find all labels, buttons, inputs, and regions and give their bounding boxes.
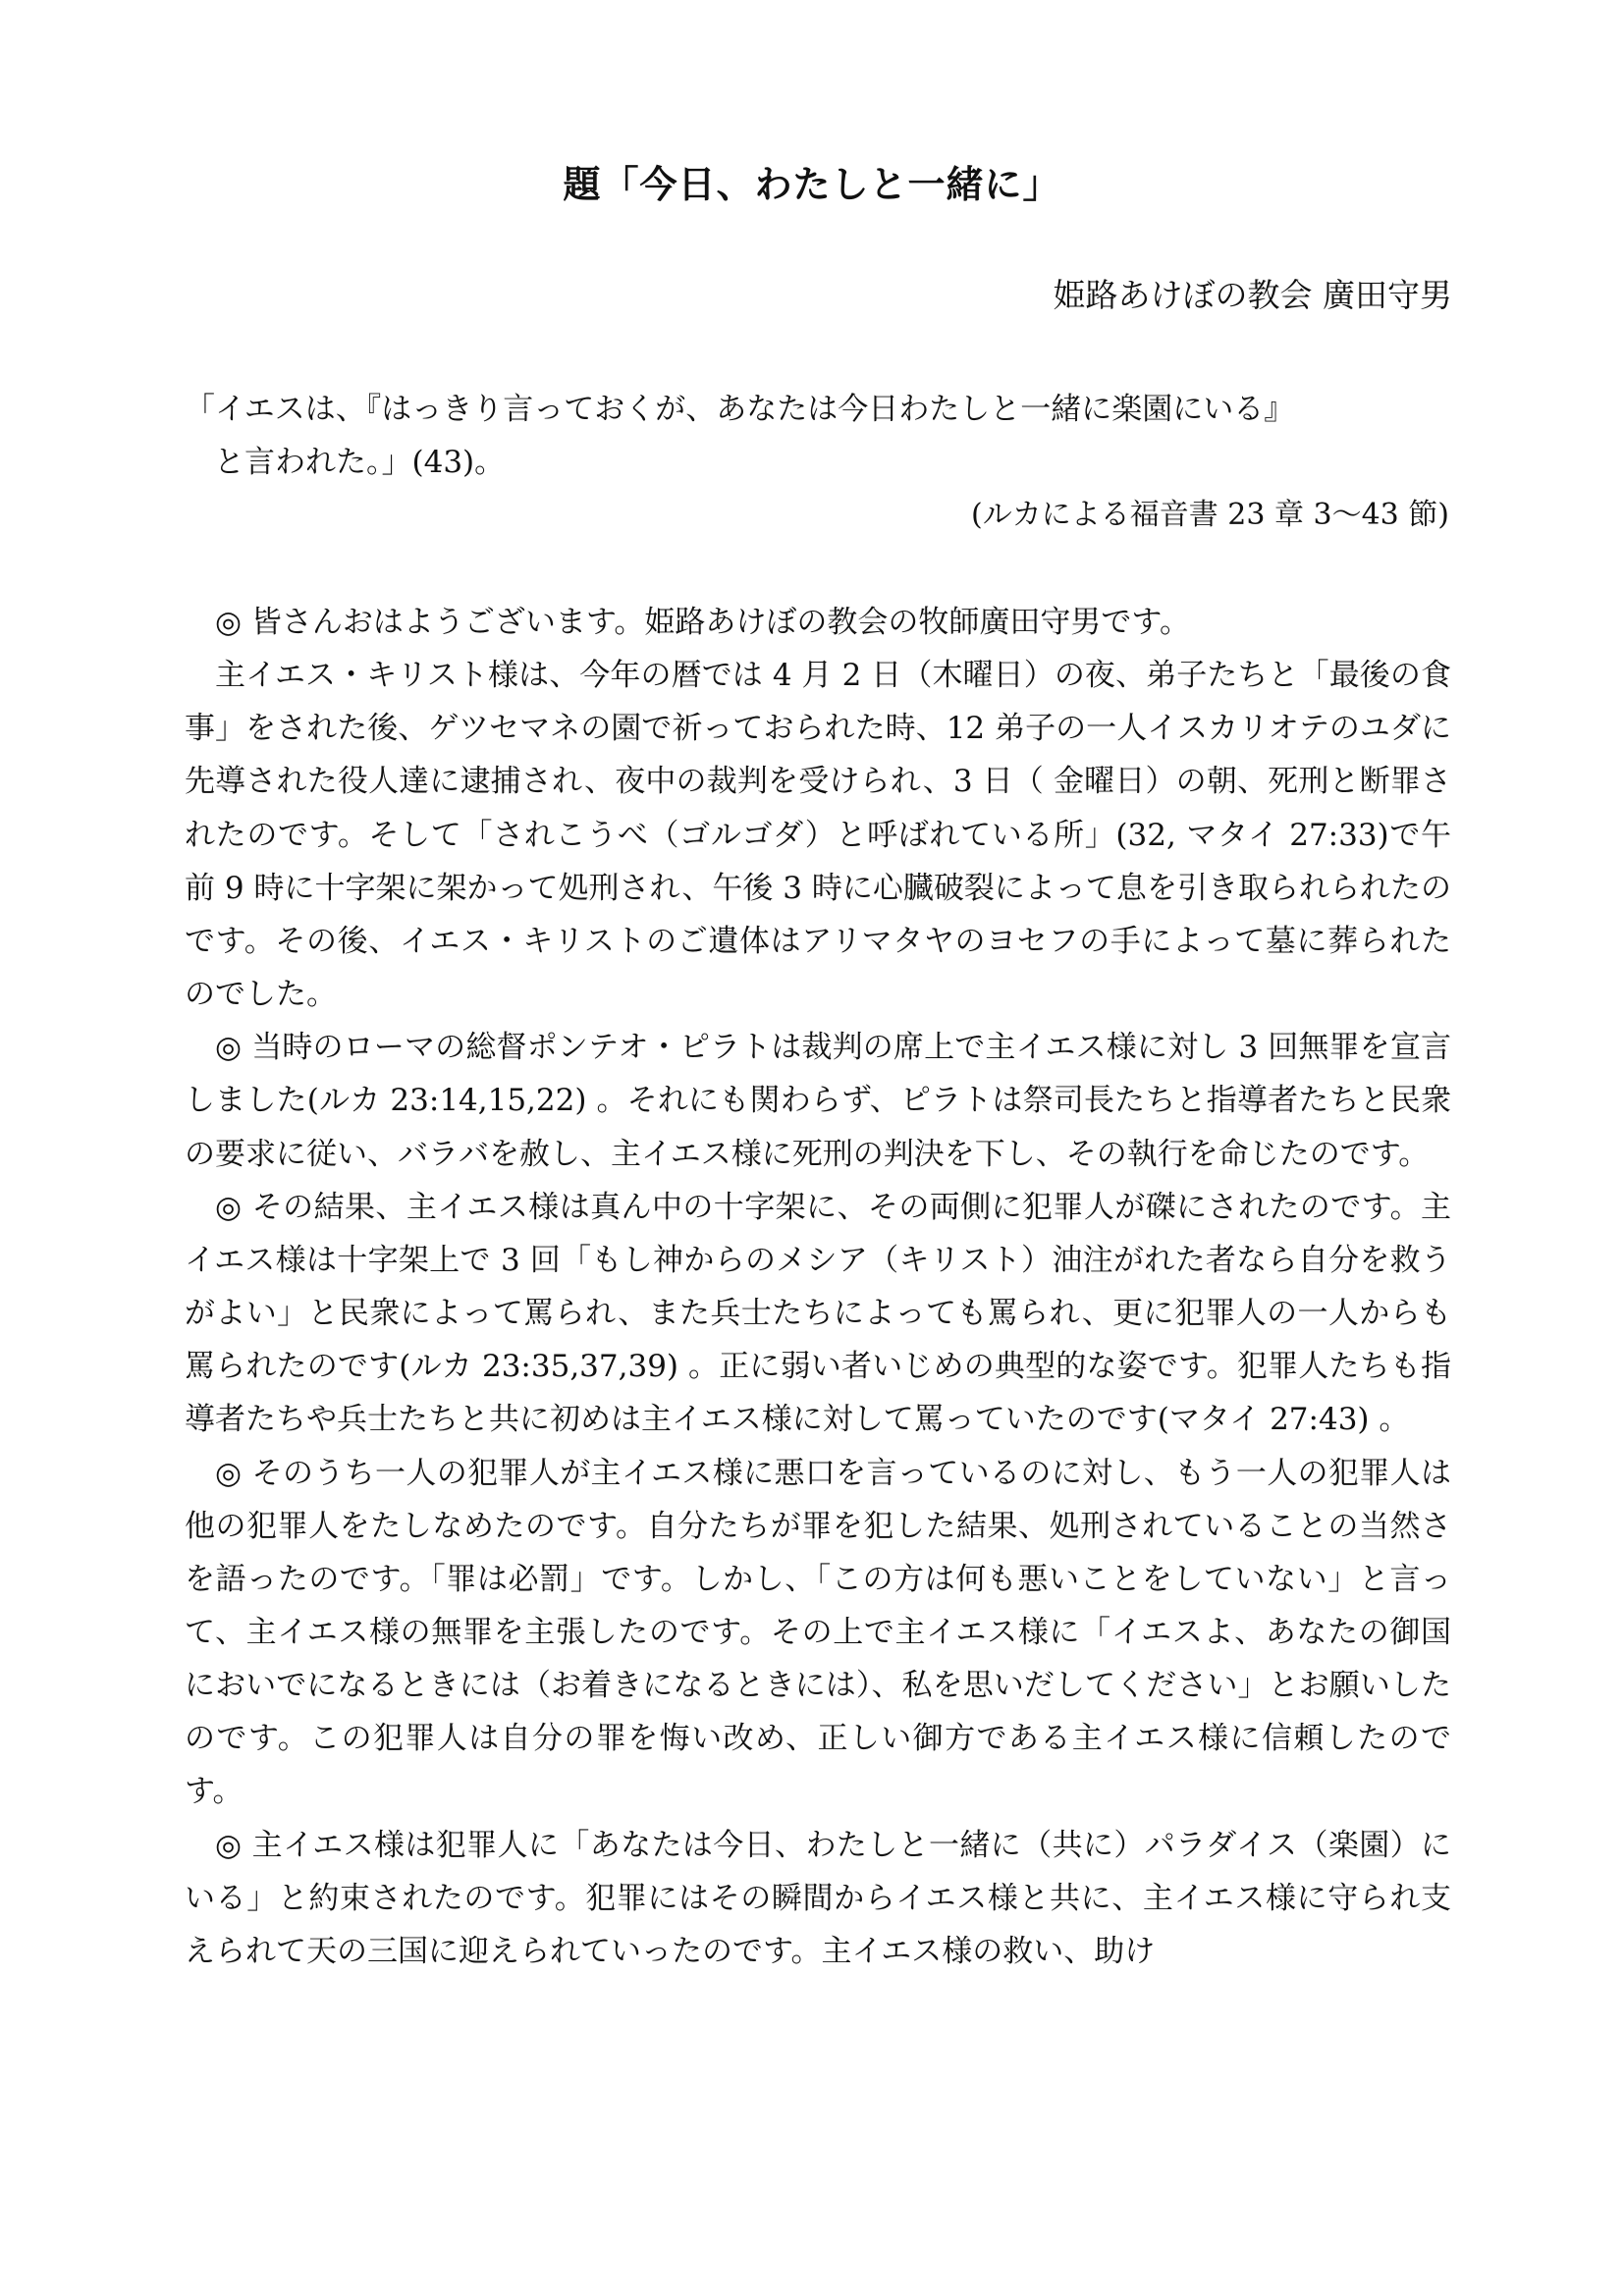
paragraph: ◎ 当時のローマの総督ポンテオ・ピラトは裁判の席上で主イエス様に対し 3 回無罪を宣言しました(ルカ 23:14,15,22) 。それにも関わらず、ピラトは祭司長たちと指導者たちと民衆の要求に従い、バラバを赦し、主イエス様に死刑の判決を下し、その執行を命じたのです。 <box>185 1030 1451 1172</box>
paragraph: 主イエス・キリスト様は、今年の暦では 4 月 2 日（木曜日）の夜、弟子たちと「最後の食事」をされた後、ゲツセマネの園で祈っておられた時、12 弟子の一人イスカリオテのユダに先導された役人達に逮捕され、夜中の裁判を受けられ、3 日（ 金曜日）の朝、死刑と断罪されたのです。そして「されこうべ（ゴルゴダ）と呼ばれている所」(32, マタイ 27:33)で午前 9 時に十字架に架かって処刑され、午後 3 時に心臓破裂によって息を引き取られられたのです。その後、イエス・キリストのご遺体はアリマタヤのヨセフの手によって墓に葬られたのでした。 <box>185 658 1451 1013</box>
paragraph: ◎ 主イエス様は犯罪人に「あなたは今日、わたしと一緒に（共に）パラダイス（楽園）にいる」と約束されたのです。犯罪にはその瞬間からイエス様と共に、主イエス様に守られ支えられて天の三国に迎えられていったのです。主イエス様の救い、助け <box>185 1827 1451 1969</box>
paragraph: ◎ その結果、主イエス様は真ん中の十字架に、その両側に犯罪人が磔にされたのです。主イエス様は十字架上で 3 回「もし神からのメシア（キリスト）油注がれた者なら自分を救うがよい」と民衆によって罵られ、また兵士たちによっても罵られ、更に犯罪人の一人からも罵られたのです(ルカ 23:35,37,39) 。正に弱い者いじめの典型的な姿です。犯罪人たちも指導者たちや兵士たちと共に初めは主イエス様に対して罵っていたのです(マタイ 27:43) 。 <box>185 1189 1451 1438</box>
epigraph-quote <box>185 383 1451 489</box>
sermon-body <box>185 596 1451 1978</box>
paragraph: ◎ 皆さんおはようございます。姫路あけぼの教会の牧師廣田守男です。 <box>215 605 1190 640</box>
paragraph: ◎ そのうち一人の犯罪人が主イエス様に悪口を言っているのに対し、もう一人の犯罪人は他の犯罪人をたしなめたのです。自分たちが罪を犯した結果、処刑されていることの当然さを語ったのです。「罪は必罰」です。しかし、「この方は何も悪いことをしていない」と言って、主イエス様の無罪を主張したのです。その上で主イエス様に「イエスよ、あなたの御国においでになるときには（お着きになるときには）、私を思いだしてください」とお願いしたのです。この犯罪人は自分の罪を悔い改め、正しい御方である主イエス様に信頼したのです。 <box>185 1455 1451 1810</box>
epigraph-line-2: と言われた。」(43)。 <box>214 445 506 480</box>
page-title: 題「今日、わたしと一緒に」 <box>563 163 1061 206</box>
scripture-citation: (ルカによる福音書 23 章 3～43 節) <box>971 498 1449 532</box>
epigraph-line-1: 「イエスは、『はっきり言っておくが、あなたは今日わたしと一緒に楽園にいる』 <box>185 392 1295 427</box>
author-line: 姫路あけぼの教会 廣田守男 <box>1053 276 1452 314</box>
